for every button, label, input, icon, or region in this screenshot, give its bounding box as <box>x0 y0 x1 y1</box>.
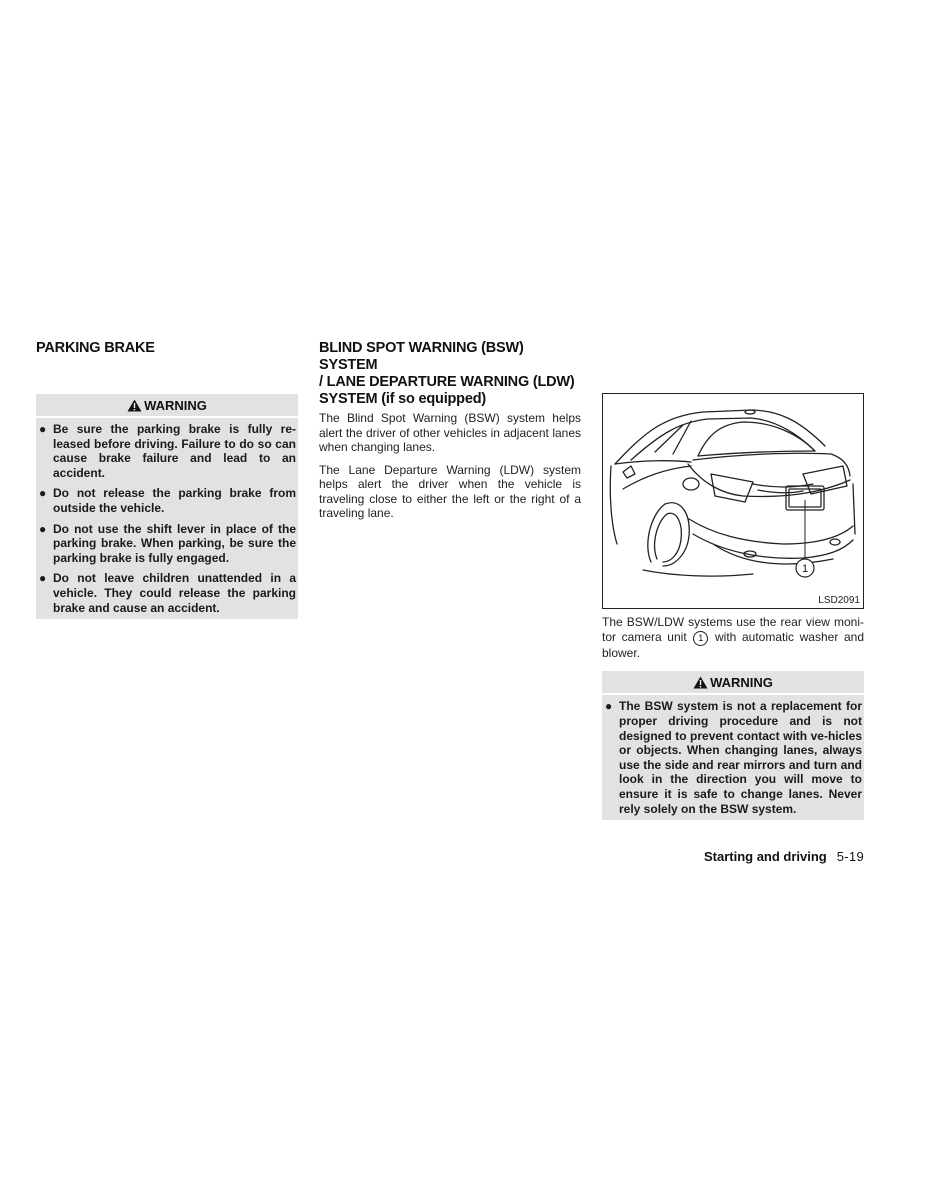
page-number: 5-19 <box>836 849 864 864</box>
heading-line: SYSTEM (if so equipped) <box>319 391 486 407</box>
parking-brake-column <box>36 340 298 619</box>
page-footer <box>704 849 864 864</box>
callout-1-badge: 1 <box>693 631 708 646</box>
figure-code: LSD2091 <box>818 595 860 606</box>
car-rear-illustration <box>603 394 863 608</box>
warning-label: WARNING <box>144 397 207 413</box>
figure-callout: 1 <box>801 563 809 575</box>
warning-label: WARNING <box>710 674 773 690</box>
bsw-ldw-heading <box>319 340 581 408</box>
warning-header <box>36 394 298 418</box>
heading-line: BLIND SPOT WARNING (BSW) SYSTEM <box>319 340 524 373</box>
warning-header <box>602 671 864 695</box>
warning-item: ● Be sure the parking brake is fully re-leased before driving. Failure to do so can cause brake failure and lead to an accident. <box>39 422 296 480</box>
figure-column <box>602 393 864 820</box>
warning-item: ● Do not release the parking brake from outside the vehicle. <box>39 486 296 515</box>
warning-triangle-icon <box>127 399 142 412</box>
parking-brake-warning-box <box>36 394 298 619</box>
figure-caption: The BSW/LDW systems use the rear view moni-tor camera unit 1 with automatic washer and blower. <box>602 615 864 661</box>
car-rear-figure <box>602 393 864 609</box>
ldw-paragraph: The Lane Departure Warning (LDW) system helps alert the driver when the vehicle is traveling close to either the left or the right of a traveling lane. <box>319 462 581 520</box>
footer-section-title: Starting and driving <box>703 849 827 864</box>
heading-line: / LANE DEPARTURE WARNING (LDW) <box>319 374 575 390</box>
bsw-warning-box <box>602 671 864 820</box>
bsw-ldw-column <box>319 340 581 529</box>
warning-item: ● Do not leave children unattended in a vehicle. They could release the parking brake and cause an accident. <box>39 571 296 615</box>
warning-item: ● The BSW system is not a replacement for proper driving procedure and is not designed to prevent contact with ve-hicles or objects. When changing lanes, always use the side and rear mirrors and turn and look in the direction you will move to ensure it is safe to change lanes. Never rely solely on the BSW system. <box>605 699 862 816</box>
parking-brake-heading: PARKING BRAKE <box>36 340 155 356</box>
warning-triangle-icon <box>693 676 708 689</box>
warning-item: ● Do not use the shift lever in place of the parking brake. When parking, be sure the parking brake is fully engaged. <box>39 521 296 565</box>
bsw-paragraph: The Blind Spot Warning (BSW) system helps alert the driver of other vehicles in adjacent lanes when changing lanes. <box>319 411 581 454</box>
